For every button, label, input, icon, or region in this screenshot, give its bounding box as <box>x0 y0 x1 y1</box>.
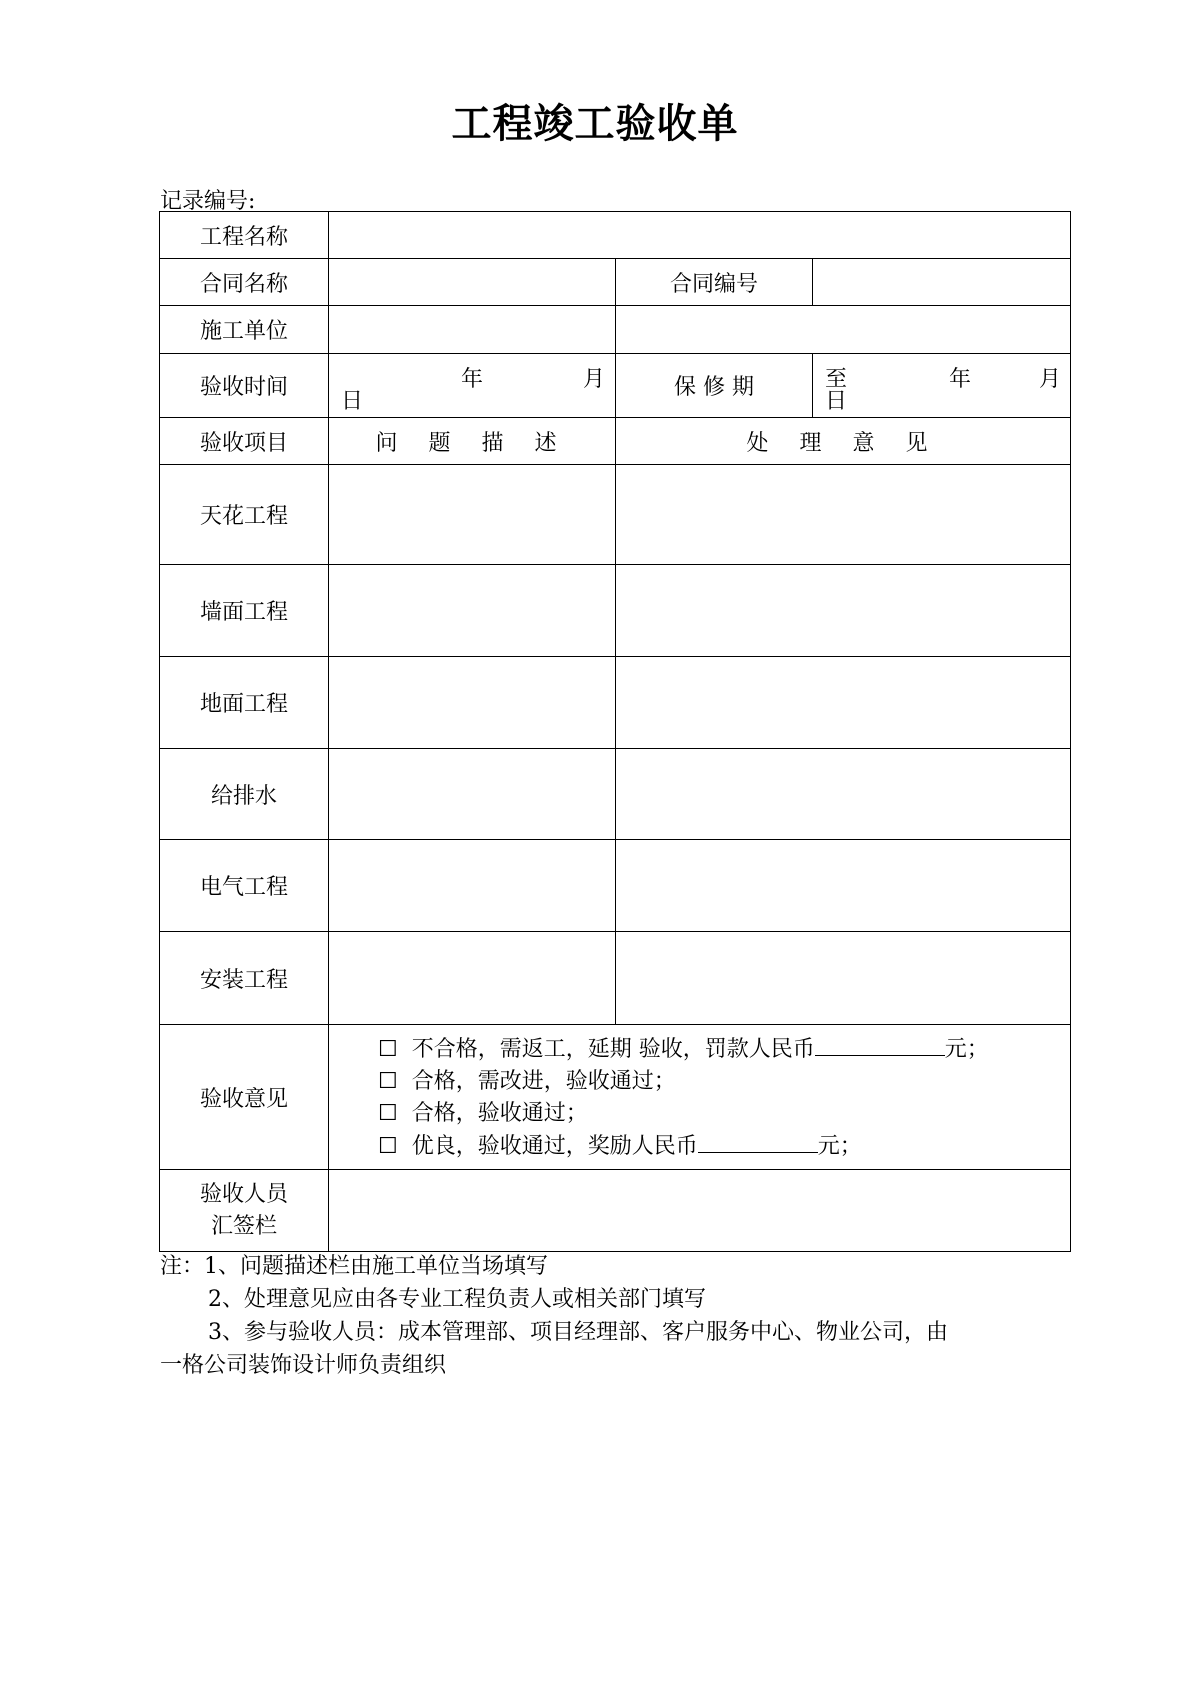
checkbox-icon[interactable]: ☐ <box>378 1069 398 1094</box>
date-day-label: 日 <box>341 389 364 414</box>
problem-field[interactable] <box>329 465 616 565</box>
warranty-label: 保 修 期 <box>616 354 813 418</box>
row-item-plumbing <box>160 749 1071 840</box>
signers-label-line1: 验收人员 <box>199 1181 288 1207</box>
option-text: 优良，验收通过，奖励人民币 <box>411 1134 698 1159</box>
handling-field[interactable] <box>616 657 1071 749</box>
item-label: 安装工程 <box>160 932 329 1025</box>
option-pass-improve[interactable] <box>378 1066 1070 1098</box>
document-title: 工程竣工验收单 <box>451 101 739 147</box>
contract-name-field[interactable] <box>329 259 616 306</box>
item-label: 墙面工程 <box>160 565 329 657</box>
penalty-amount-blank[interactable] <box>815 1033 945 1056</box>
option-text: 合格，验收通过； <box>411 1101 588 1126</box>
handling-field[interactable] <box>616 465 1071 565</box>
row-project-name <box>160 212 1071 259</box>
acceptance-form-table <box>159 211 1071 1252</box>
handling-field[interactable] <box>616 840 1071 932</box>
option-suffix: 元； <box>944 1037 989 1062</box>
date-year-label: 年 <box>461 367 484 392</box>
construction-unit-label: 施工单位 <box>160 306 329 354</box>
project-name-label: 工程名称 <box>160 212 329 259</box>
option-text: 不合格，需返工，延期 验收，罚款人民币 <box>411 1037 815 1062</box>
handling-field[interactable] <box>616 932 1071 1025</box>
row-acceptance-opinion <box>160 1025 1071 1170</box>
warranty-to-label: 至 <box>825 367 848 392</box>
row-signers <box>160 1170 1071 1252</box>
note-line: 注：1、问题描述栏由施工单位当场填写 <box>160 1254 548 1279</box>
row-contract <box>160 259 1071 306</box>
option-pass[interactable] <box>378 1098 1070 1130</box>
row-table-header <box>160 418 1071 465</box>
acceptance-time-label: 验收时间 <box>160 354 329 418</box>
signers-field[interactable] <box>329 1170 1071 1252</box>
acceptance-date-field[interactable] <box>329 354 616 418</box>
problem-field[interactable] <box>329 749 616 840</box>
option-excellent[interactable] <box>378 1130 1070 1163</box>
item-label: 地面工程 <box>160 657 329 749</box>
item-header: 验收项目 <box>160 418 329 465</box>
option-fail[interactable] <box>378 1033 1070 1066</box>
handling-field[interactable] <box>616 565 1071 657</box>
opinion-options-cell <box>329 1025 1071 1170</box>
row-construction-unit <box>160 306 1071 354</box>
signers-label <box>160 1170 329 1252</box>
item-label: 电气工程 <box>160 840 329 932</box>
reward-amount-blank[interactable] <box>698 1130 818 1153</box>
warranty-year-label: 年 <box>949 367 972 392</box>
opinion-label: 验收意见 <box>160 1025 329 1170</box>
problem-description-header: 问 题 描 述 <box>329 418 616 465</box>
problem-field[interactable] <box>329 565 616 657</box>
row-item-floor <box>160 657 1071 749</box>
project-name-field[interactable] <box>329 212 1071 259</box>
note-line: 一格公司装饰设计师负责组织 <box>160 1353 447 1378</box>
construction-unit-field[interactable] <box>329 306 616 354</box>
checkbox-icon[interactable]: ☐ <box>378 1101 398 1126</box>
row-item-installation <box>160 932 1071 1025</box>
signers-label-line2: 汇签栏 <box>210 1213 277 1239</box>
option-text: 合格，需改进，验收通过； <box>411 1069 676 1094</box>
checkbox-icon[interactable]: ☐ <box>378 1037 398 1062</box>
note-line: 2、处理意见应由各专业工程负责人或相关部门填写 <box>208 1287 706 1312</box>
warranty-day-label: 日 <box>825 389 848 414</box>
note-line: 3、参与验收人员：成本管理部、项目经理部、客户服务中心、物业公司，由 <box>208 1320 948 1345</box>
problem-field[interactable] <box>329 840 616 932</box>
item-label: 给排水 <box>160 749 329 840</box>
row-item-electrical <box>160 840 1071 932</box>
construction-unit-extra-field[interactable] <box>616 306 1071 354</box>
notes-section <box>160 1250 1060 1382</box>
option-suffix: 元； <box>817 1134 862 1159</box>
problem-field[interactable] <box>329 657 616 749</box>
checkbox-icon[interactable]: ☐ <box>378 1134 398 1159</box>
row-item-wall <box>160 565 1071 657</box>
item-label: 天花工程 <box>160 465 329 565</box>
warranty-date-field[interactable] <box>813 354 1071 418</box>
record-number-label: 记录编号: <box>160 189 256 214</box>
contract-number-label: 合同编号 <box>616 259 813 306</box>
date-month-label: 月 <box>583 367 606 392</box>
problem-field[interactable] <box>329 932 616 1025</box>
contract-name-label: 合同名称 <box>160 259 329 306</box>
warranty-month-label: 月 <box>1039 367 1062 392</box>
contract-number-field[interactable] <box>813 259 1071 306</box>
handling-opinion-header: 处 理 意 见 <box>616 418 1071 465</box>
handling-field[interactable] <box>616 749 1071 840</box>
row-acceptance-time <box>160 354 1071 418</box>
row-item-ceiling <box>160 465 1071 565</box>
